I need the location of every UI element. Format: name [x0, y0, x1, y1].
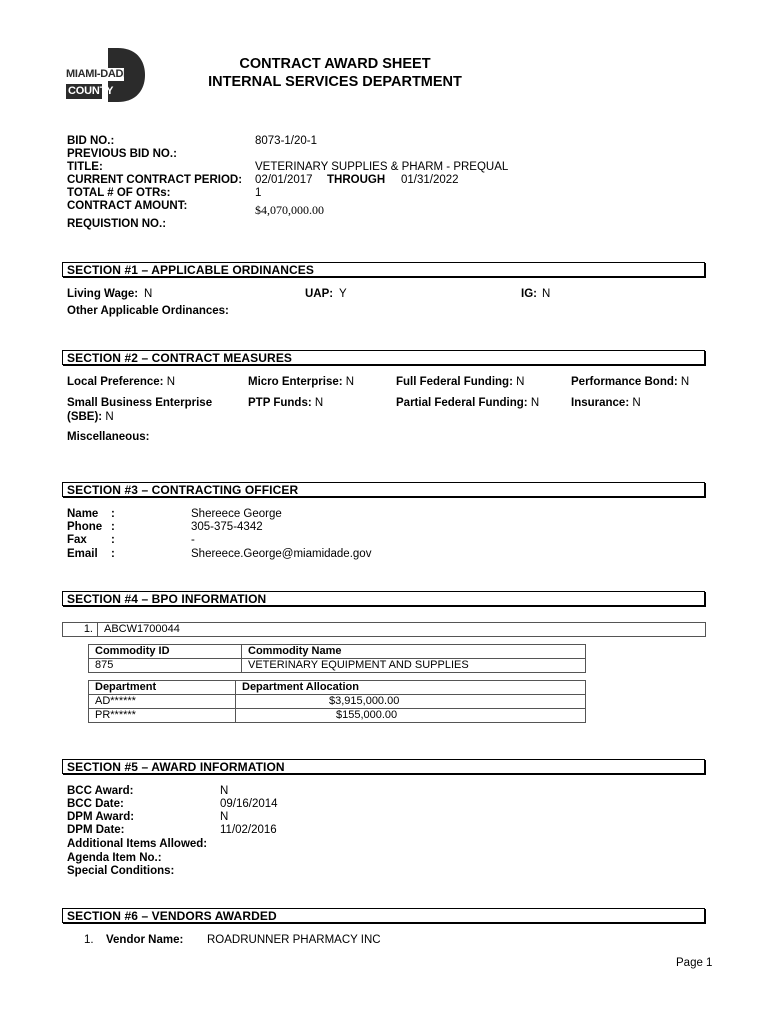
agenda-item-label: Agenda Item No.: [67, 852, 162, 864]
bcc-date-value: 09/16/2014 [220, 798, 278, 810]
sbe-label-line1: Small Business Enterprise [67, 397, 213, 409]
commodity-row [89, 659, 586, 673]
otrs-label: TOTAL # OF OTRs: [67, 187, 171, 199]
section-3-heading-text: SECTION #3 – CONTRACTING OFFICER [67, 483, 299, 497]
allocation-cell: $3,915,000.00 [236, 695, 586, 709]
officer-email-value: Shereece.George@miamidade.gov [191, 548, 372, 560]
ptp-funds-value: N [314, 397, 324, 409]
uap-value: Y [339, 288, 347, 300]
sbe-label-line2: (SBE): [67, 411, 103, 423]
section-5-heading [62, 759, 705, 774]
title-label: TITLE: [67, 161, 103, 173]
full-federal-funding [396, 376, 524, 388]
bid-no-value: 8073-1/20-1 [255, 135, 318, 147]
section-1-heading-text: SECTION #1 – APPLICABLE ORDINANCES [67, 263, 314, 277]
commodity-name-header: Commodity Name [242, 645, 586, 659]
section-6-heading-text: SECTION #6 – VENDORS AWARDED [67, 909, 277, 923]
bpo-index: 1. [63, 623, 98, 637]
title-value: VETERINARY SUPPLIES & PHARM - PREQUAL [255, 161, 509, 173]
commodity-header-row [89, 645, 586, 659]
section-3-heading [62, 482, 705, 497]
local-preference-value: N [166, 376, 176, 388]
commodity-id: 875 [89, 659, 242, 673]
officer-name-colon: : [111, 508, 115, 520]
section-6-heading [62, 908, 705, 923]
living-wage-label: Living Wage: [67, 288, 139, 300]
officer-name-value: Shereece George [191, 508, 282, 520]
uap-label: UAP: [305, 288, 334, 300]
performance-bond-value: N [680, 376, 690, 388]
bid-no-label: BID NO.: [67, 135, 115, 147]
insurance-label: Insurance: [571, 397, 630, 409]
officer-fax-value: - [191, 534, 195, 546]
period-end: 01/31/2022 [401, 174, 459, 186]
table-row [89, 709, 586, 723]
bpo-row [63, 623, 706, 637]
logo-text-miami-dade: MIAMI-DADE [66, 68, 131, 80]
logo-text-county: COUNTY [68, 85, 114, 97]
contract-period-label: CURRENT CONTRACT PERIOD: [67, 174, 243, 186]
allocation-header: Department Allocation [236, 681, 586, 695]
department-cell: AD****** [89, 695, 236, 709]
ptp-funds [248, 397, 323, 409]
period-start: 02/01/2017 [255, 174, 313, 186]
officer-name-label: Name [67, 508, 99, 520]
department-cell: PR****** [89, 709, 236, 723]
micro-enterprise [248, 376, 354, 388]
vendor-index: 1. [84, 934, 94, 946]
vendor-name-label: Vendor Name: [106, 934, 184, 946]
performance-bond-label: Performance Bond: [571, 376, 678, 388]
table-row [89, 695, 586, 709]
ig-value: N [542, 288, 551, 300]
otrs-value: 1 [255, 187, 262, 199]
local-preference-label: Local Preference: [67, 376, 164, 388]
officer-phone-colon: : [111, 521, 115, 533]
section-4-heading-text: SECTION #4 – BPO INFORMATION [67, 592, 267, 606]
dpm-date-label: DPM Date: [67, 824, 125, 836]
performance-bond [571, 376, 689, 388]
other-ordinances-label: Other Applicable Ordinances: [67, 305, 229, 317]
sbe-value: N [105, 411, 114, 423]
section-2-heading-text: SECTION #2 – CONTRACT MEASURES [67, 351, 293, 365]
section-1-heading [62, 262, 705, 277]
allocation-cell: $155,000.00 [236, 709, 586, 723]
miscellaneous-label: Miscellaneous: [67, 431, 150, 443]
full-federal-funding-label: Full Federal Funding: [396, 376, 513, 388]
bcc-date-label: BCC Date: [67, 798, 124, 810]
micro-enterprise-value: N [345, 376, 355, 388]
partial-federal-funding [396, 397, 539, 409]
department-header: Department [89, 681, 236, 695]
commodity-table [88, 644, 586, 673]
commodity-name: VETERINARY EQUIPMENT AND SUPPLIES [242, 659, 586, 673]
department-title: INTERNAL SERVICES DEPARTMENT [208, 74, 462, 90]
officer-email-label: Email [67, 548, 98, 560]
section-2-heading [62, 350, 705, 365]
officer-phone-value: 305-375-4342 [191, 521, 263, 533]
bcc-award-value: N [220, 785, 229, 797]
additional-items-label: Additional Items Allowed: [67, 838, 208, 850]
officer-fax-colon: : [111, 534, 115, 546]
sbe-line2 [67, 411, 114, 423]
contract-amount-value: $4,070,000.00 [255, 203, 324, 217]
local-preference [67, 376, 175, 388]
department-header-row [89, 681, 586, 695]
full-federal-funding-value: N [516, 376, 525, 388]
vendor-name-value: ROADRUNNER PHARMACY INC [207, 934, 381, 946]
section-5-heading-text: SECTION #5 – AWARD INFORMATION [67, 760, 285, 774]
department-table [88, 680, 586, 723]
dpm-date-value: 11/02/2016 [220, 824, 277, 836]
bpo-row-table [62, 622, 706, 637]
page-number: Page 1 [676, 957, 713, 969]
through-label: THROUGH [327, 174, 386, 186]
dpm-award-label: DPM Award: [67, 811, 135, 823]
living-wage-value: N [144, 288, 153, 300]
officer-fax-label: Fax [67, 534, 87, 546]
special-conditions-label: Special Conditions: [67, 865, 175, 877]
ptp-funds-label: PTP Funds: [248, 397, 312, 409]
commodity-id-header: Commodity ID [89, 645, 242, 659]
miami-dade-logo [66, 48, 146, 102]
requisition-label: REQUISTION NO.: [67, 218, 167, 230]
document-title: CONTRACT AWARD SHEET [239, 56, 431, 72]
insurance-value: N [632, 397, 641, 409]
dpm-award-value: N [220, 811, 229, 823]
previous-bid-label: PREVIOUS BID NO.: [67, 148, 177, 160]
ig-label: IG: [521, 288, 537, 300]
insurance [571, 397, 641, 409]
micro-enterprise-label: Micro Enterprise: [248, 376, 343, 388]
partial-federal-funding-label: Partial Federal Funding: [396, 397, 528, 409]
officer-phone-label: Phone [67, 521, 103, 533]
section-4-heading [62, 591, 705, 606]
bcc-award-label: BCC Award: [67, 785, 134, 797]
bpo-number: ABCW1700044 [98, 623, 706, 637]
officer-email-colon: : [111, 548, 115, 560]
partial-federal-funding-value: N [530, 397, 540, 409]
contract-amount-label: CONTRACT AMOUNT: [67, 200, 188, 212]
